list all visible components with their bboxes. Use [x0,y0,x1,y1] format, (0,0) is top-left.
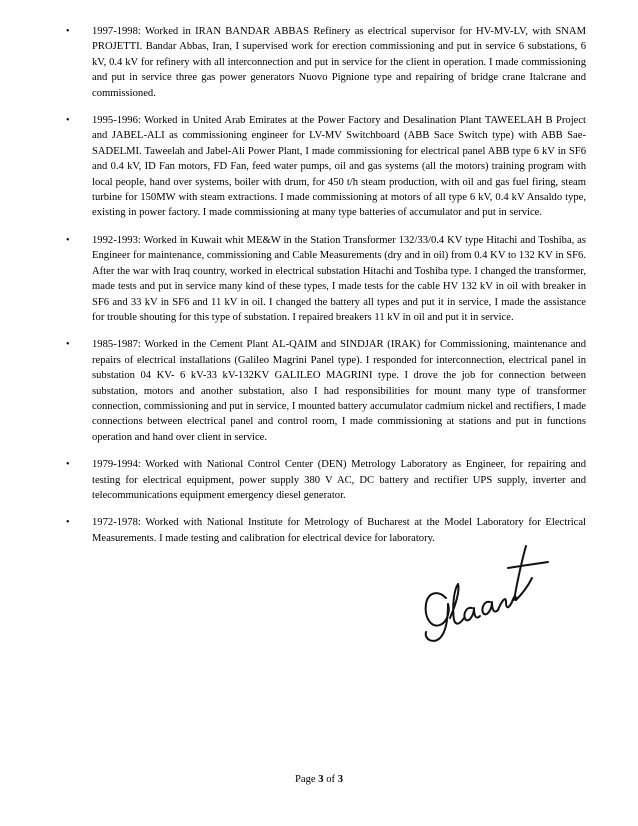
entry-text: 1972-1978: Worked with National Institute for Metrology of Bucharest at the Model Laboratory for Electrical Measurements. I made testing and calibration for electrical device for laboratory. [92,517,586,544]
entry-text: 1985-1987: Worked in the Cement Plant AL-QAIM and SINDJAR (IRAK) for Commissioning, maintenance and repairs of electrical installations (Galileo Magrini Panel type). I responded for interconnection, electrical panel in substation 04 KV- 6 kV-33 kV-132KV GALILEO MAGRINI type. I drove the job for connection between substation, motors and another substation, also I had responsibilities for mount many type of transformer connection, commissioning and put in service, I mounted battery accumulator cadmium nickel and rectifiers, I made connections between electrical panel and control room, I made commissioning at stations and put in functions operation and hand over client in service. [92,339,586,443]
list-item [66,457,586,503]
entry-text: 1992-1993: Worked in Kuwait whit ME&W in the Station Transformer 132/33/0.4 KV type Hitachi and Toshiba, as Engineer for maintenance, commissioning and Cable Measurements (dry and in oil) from 0.4 KV to 132 KV in SF6. After the war with Iraq country, worked in electrical substation Hitachi and Toshiba type. I changed the transformer, made tests and put in service many kind of these types, I made tests for the cable HV 132 kV in oil with breaker in SF6 and 33 kV in SF6 and 11 kV in oil. I changed the battery all types and put it in service, I made the assistance for trouble shouting for this type of substation. I repaired breakers 11 kV in oil and put it in service. [92,234,586,323]
bullet-icon: • [66,459,70,471]
bullet-icon: • [66,115,70,127]
bullet-icon: • [66,517,70,529]
bullet-icon: • [66,26,70,37]
list-item [66,24,586,101]
entry-text: 1997-1998: Worked in IRAN BANDAR ABBAS Refinery as electrical supervisor for HV-MV-LV, with SNAM PROJETTI. Bandar Abbas, Iran, I supervised work for erection commissioning and put in service 6 substations, 6 kV, 0.4 kV for refinery with all interconnection and put in service for the client in operation. I made commissioning and put in service three gas power generators Nuovo Pignione type and repairing of bridge crane Italcrane and commissioned. [92,26,586,99]
experience-list [66,24,586,558]
handwritten-signature [410,538,560,646]
bullet-icon: • [66,234,70,246]
list-item [66,337,586,445]
bullet-icon: • [66,339,70,351]
list-item [66,113,586,221]
current-page-number: 3 [318,774,324,785]
list-item [66,233,586,325]
entry-text: 1995-1996: Worked in United Arab Emirates at the Power Factory and Desalination Plant TAWEELAH B Project and JABEL-ALI as commissioning engineer for LV-MV Switchboard (ABB Sace Switch type) with ABB Sae-SADELMI. Taweelah and Jabel-Ali Power Plant, I made commissioning for electrical panel ABB type 6 kV in SF6 and 0.4 kV, ID Fan motors, FD Fan, feed water pumps, oil and gas systems (all the motors) training program with local people, hand over systems, boiler with drum, for 450 t/h steam production, with oil and gas fuel firing, steam turbine for 150MW with steam extractions. I made commissioning at motors of all type 6 kV, 0.4 kV Ansaldo type, existing in power factory. I made commissioning at many type batteries of accumulator and put in service. [92,115,586,219]
page-label: Page [295,774,319,785]
total-page-number: 3 [337,774,343,785]
page-footer [0,774,638,785]
entry-text: 1979-1994: Worked with National Control Center (DEN) Metrology Laboratory as Engineer, for repairing and testing for electrical equipment, power supply 380 V AC, DC battery and rectifier UPS supply, inverter and telecommunications equipment emergency diesel generator. [92,459,586,501]
page-of-label: of [323,774,338,785]
